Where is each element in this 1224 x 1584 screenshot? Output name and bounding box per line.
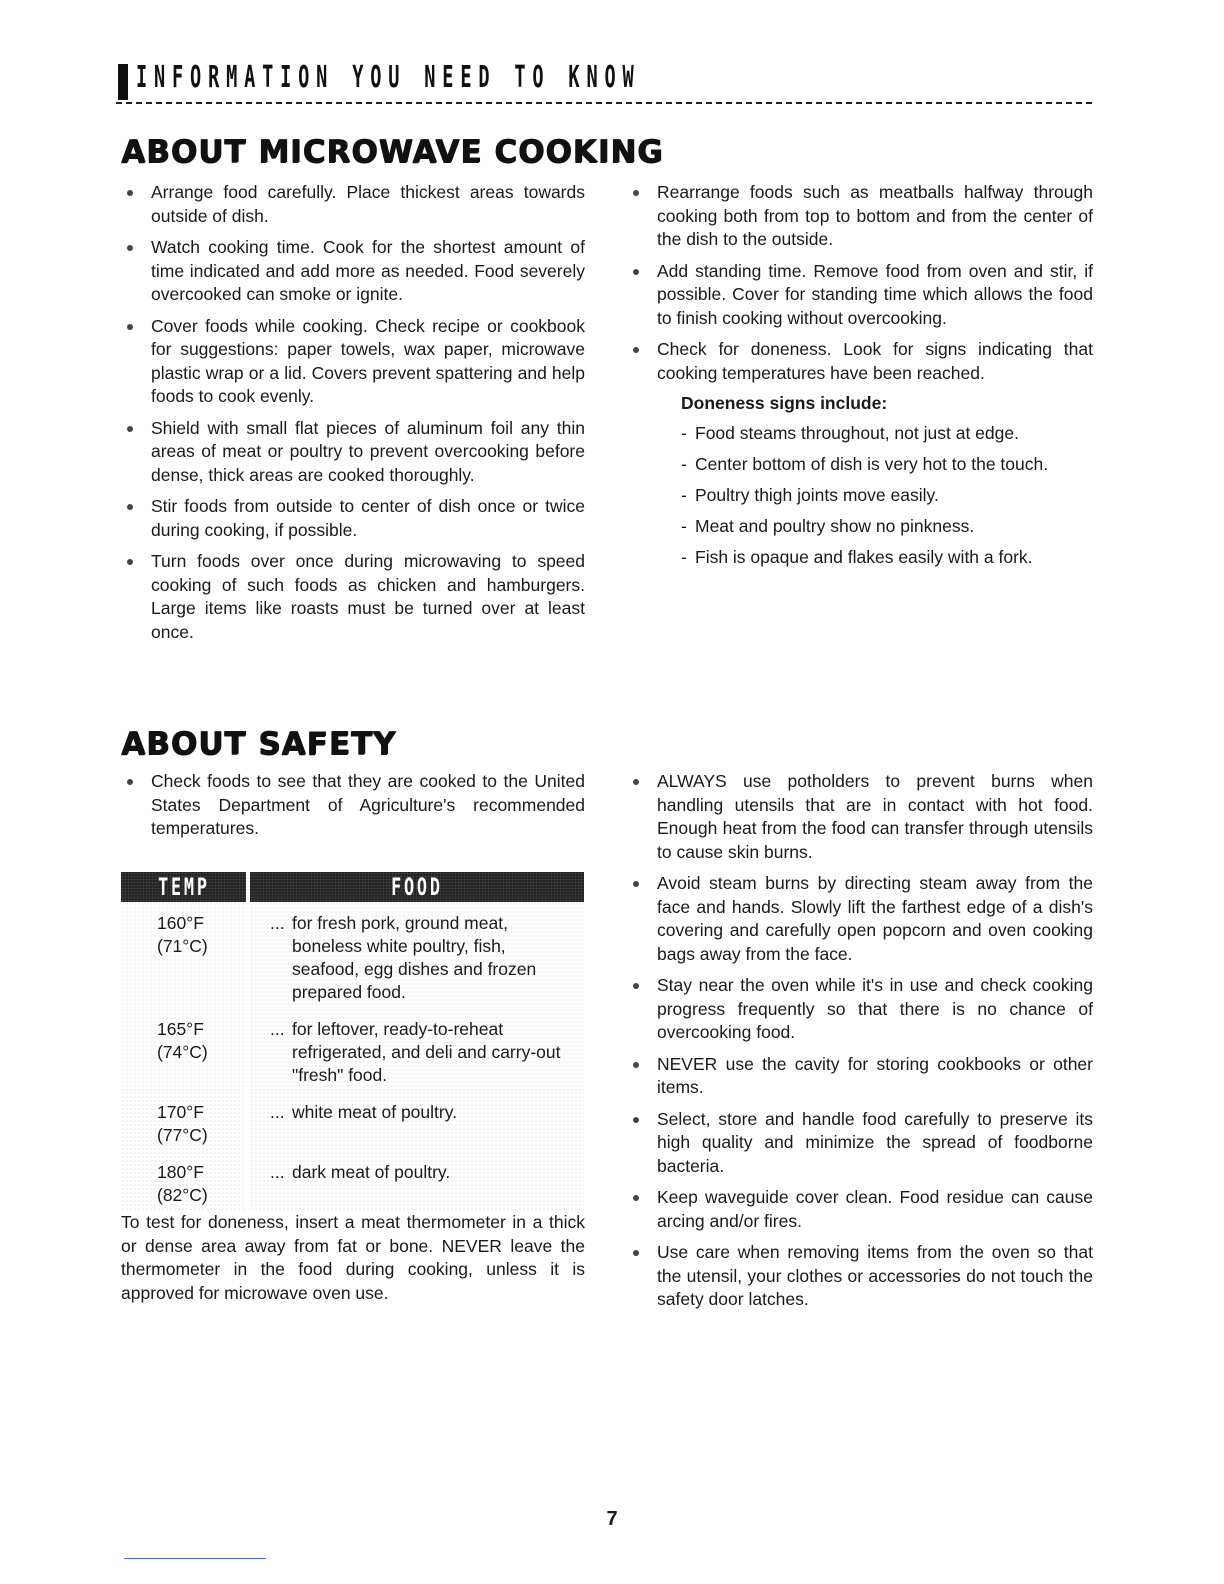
list-item: Stir foods from outside to center of dish once or twice during cooking, if possible. bbox=[121, 495, 585, 542]
list-item: Check foods to see that they are cooked to the United States Department of Agriculture's recommended temperatures. bbox=[121, 770, 585, 841]
food-cell: ... white meat of poultry. bbox=[250, 1091, 584, 1151]
safety-intro bbox=[121, 770, 585, 849]
table-header bbox=[121, 872, 584, 902]
temperature-table bbox=[121, 872, 584, 1211]
footer-rule bbox=[124, 1558, 266, 1559]
doneness-item: - Center bottom of dish is very hot to the touch. bbox=[681, 454, 1049, 474]
doneness-item: - Food steams throughout, not just at edge. bbox=[681, 423, 1019, 443]
temp-cell: 170°F (77°C) bbox=[121, 1091, 246, 1151]
section-header bbox=[116, 62, 1092, 104]
list-item: Arrange food carefully. Place thickest areas towards outside of dish. bbox=[121, 181, 585, 228]
doneness-item: - Poultry thigh joints move easily. bbox=[681, 485, 939, 505]
list-item: Add standing time. Remove food from oven and stir, if possible. Cover for standing time which allows the food to finish cooking without overcooking. bbox=[627, 260, 1093, 331]
list-item: ALWAYS use potholders to prevent burns when handling utensils that are in contact with hot food. Enough heat from the food can transfer through utensils to cause skin burns. bbox=[627, 770, 1093, 864]
safety-section-title: ABOUT SAFETY bbox=[121, 726, 397, 762]
list-item: Shield with small flat pieces of aluminum foil any thin areas of meat or poultry to prevent overcooking before dense, thick areas are cooked thoroughly. bbox=[121, 417, 585, 488]
food-cell: ... for leftover, ready-to-reheat refrigerated, and deli and carry-out "fresh" food. bbox=[250, 1008, 584, 1091]
list-item: Turn foods over once during microwaving to speed cooking of such foods as chicken and hamburgers. Large items like roasts must be turned over at least once. bbox=[121, 550, 585, 644]
safety-right-column bbox=[627, 770, 1093, 1320]
page-number: 7 bbox=[606, 1508, 618, 1530]
food-cell: ... for fresh pork, ground meat, boneless white poultry, fish, seafood, egg dishes and frozen prepared food. bbox=[250, 902, 584, 1008]
list-item: Use care when removing items from the oven so that the utensil, your clothes or accessories do not touch the safety door latches. bbox=[627, 1241, 1093, 1312]
microwave-right-column bbox=[627, 181, 1093, 577]
list-item: Keep waveguide cover clean. Food residue can cause arcing and/or fires. bbox=[627, 1186, 1093, 1233]
temp-header: TEMP bbox=[121, 872, 246, 902]
list-item: Rearrange foods such as meatballs halfway through cooking both from top to bottom and from the center of the dish to the outside. bbox=[627, 181, 1093, 252]
microwave-section-title: ABOUT MICROWAVE COOKING bbox=[121, 134, 664, 170]
table-row bbox=[121, 1151, 584, 1211]
temp-cell: 160°F (71°C) bbox=[121, 902, 246, 1008]
list-item: NEVER use the cavity for storing cookbooks or other items. bbox=[627, 1053, 1093, 1100]
doneness-item: - Meat and poultry show no pinkness. bbox=[681, 516, 975, 536]
temp-cell: 165°F (74°C) bbox=[121, 1008, 246, 1091]
table-row bbox=[121, 1008, 584, 1091]
food-header: FOOD bbox=[250, 872, 584, 902]
header-bar bbox=[118, 64, 128, 100]
list-item: Select, store and handle food carefully to preserve its high quality and minimize the spread of foodborne bacteria. bbox=[627, 1108, 1093, 1179]
food-cell: ... dark meat of poultry. bbox=[250, 1151, 584, 1211]
list-item: Cover foods while cooking. Check recipe or cookbook for suggestions: paper towels, wax paper, microwave plastic wrap or a lid. Covers prevent spattering and help foods to cook evenly. bbox=[121, 315, 585, 409]
list-item: Avoid steam burns by directing steam away from the face and hands. Slowly lift the farthest edge of a dish's covering and carefully open popcorn and oven cooking bags away from the face. bbox=[627, 872, 1093, 966]
list-item: Stay near the oven while it's in use and check cooking progress frequently so that there is no chance of overcooking food. bbox=[627, 974, 1093, 1045]
header-title: INFORMATION YOU NEED TO KNOW bbox=[136, 60, 641, 95]
table-row bbox=[121, 902, 584, 1008]
microwave-left-column bbox=[121, 181, 585, 652]
table-row bbox=[121, 1091, 584, 1151]
temp-cell: 180°F (82°C) bbox=[121, 1151, 246, 1211]
doneness-title: Doneness signs include: bbox=[681, 393, 888, 413]
list-item: Watch cooking time. Cook for the shortest amount of time indicated and add more as needed. Food severely overcooked can smoke or ignite. bbox=[121, 236, 585, 307]
thermometer-note: To test for doneness, insert a meat thermometer in a thick or dense area away from fat or bone. NEVER leave the thermometer in the food during cooking, unless it is approved for microwave oven use. bbox=[121, 1212, 585, 1303]
doneness-item: - Fish is opaque and flakes easily with a fork. bbox=[681, 547, 1033, 567]
list-item: Check for doneness. Look for signs indicating that cooking temperatures have been reached. bbox=[627, 338, 1093, 385]
